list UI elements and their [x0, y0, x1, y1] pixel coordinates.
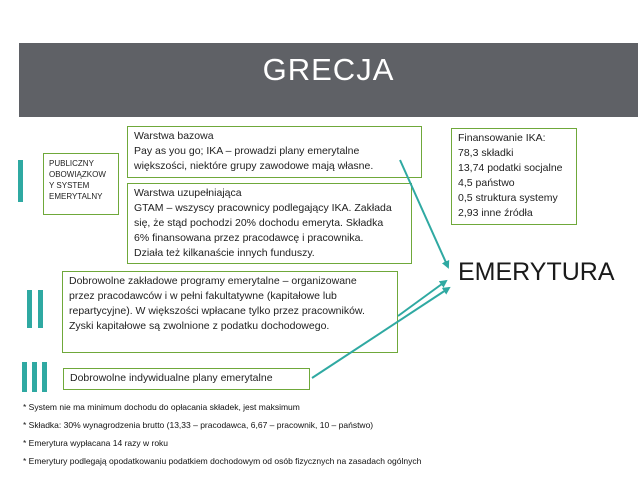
base-line: Warstwa bazowa	[134, 130, 214, 142]
financing-line: Finansowanie IKA:	[458, 132, 546, 144]
supp-line: GTAM – wszyscy pracownicy podlegający IKA. Zakłada	[134, 202, 392, 214]
pillar-2-line: przez pracodawców i w pełni fakultatywne (kapitałowe lub	[69, 290, 337, 302]
note-4: * Emerytury podlegają opodatkowaniu podatkiem dochodowym od osób fizycznych na zasadach ogólnych	[23, 456, 422, 466]
note-1: * System nie ma minimum dochodu do opłacania składek, jest maksimum	[23, 402, 300, 412]
supp-line: 6% finansowana przez pracodawcę i pracownika.	[134, 232, 364, 244]
supp-line: Działa też kilkanaście innych funduszy.	[134, 247, 315, 259]
arrow-pillar-1	[400, 160, 448, 267]
pension-result-label: EMERYTURA	[458, 258, 615, 286]
arrow-pillar-3	[312, 288, 449, 378]
label-line: Y SYSTEM	[49, 181, 90, 190]
financing-line: 78,3 składki	[458, 147, 514, 159]
arrow-pillar-2	[398, 281, 446, 316]
financing-line: 13,74 podatki socjalne	[458, 162, 563, 174]
note-2: * Składka: 30% wynagrodzenia brutto (13,33 – pracodawca, 6,67 – pracownik, 10 – państwo)	[23, 420, 374, 430]
pillar-3-text: Dobrowolne indywidualne plany emerytalne	[70, 372, 273, 384]
pillar-2-line: repartycyjne). W większości wpłacane tylko przez pracowników.	[69, 305, 365, 317]
slide-title: GRECJA	[262, 52, 395, 87]
financing-line: 4,5 państwo	[458, 177, 515, 189]
pillar-2-line: Zyski kapitałowe są zwolnione z podatku dochodowego.	[69, 320, 330, 332]
base-line: większości, niektóre grupy zawodowe mają własne.	[134, 160, 374, 172]
financing-line: 2,93 inne źródła	[458, 207, 533, 219]
label-line: PUBLICZNY	[49, 159, 94, 168]
label-line: EMERYTALNY	[49, 192, 103, 201]
base-line: Pay as you go; IKA – prowadzi plany emerytalne	[134, 145, 360, 157]
label-line: OBOWIĄZKOW	[49, 170, 106, 179]
note-3: * Emerytura wypłacana 14 razy w roku	[23, 438, 169, 448]
financing-line: 0,5 struktura systemy	[458, 192, 558, 204]
supp-line: Warstwa uzupełniająca	[134, 187, 242, 199]
supp-line: się, że stąd pochodzi 20% dochodu emeryta. Składka	[134, 217, 384, 229]
pillar-2-line: Dobrowolne zakładowe programy emerytalne – organizowane	[69, 275, 357, 287]
